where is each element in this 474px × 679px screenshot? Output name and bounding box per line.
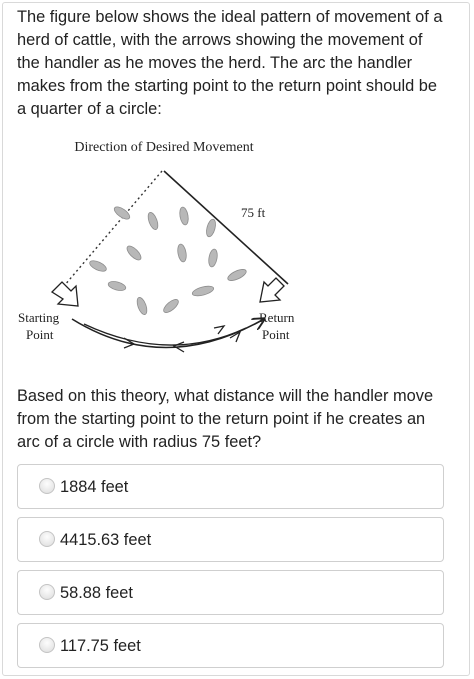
answer-option-label: 58.88 feet <box>60 584 133 602</box>
answer-option-2[interactable] <box>17 517 444 562</box>
arc-chevron-icon <box>214 326 224 334</box>
prompt-line: a quarter of a circle: <box>17 100 162 118</box>
answer-option-3[interactable] <box>17 570 444 615</box>
radio-button[interactable] <box>39 531 55 547</box>
prompt-line: the handler as he moves the herd. The arc the handler <box>17 54 413 72</box>
prompt-line: makes from the starting point to the return point should be <box>17 77 438 95</box>
answer-option-label: 4415.63 feet <box>60 531 152 549</box>
start-label-line1: Starting <box>18 310 60 325</box>
followup-line: arc of a circle with radius 75 feet? <box>17 433 262 451</box>
question-followup <box>17 385 457 454</box>
handler-arc-inner <box>84 324 246 345</box>
herd-movement-figure <box>14 136 304 356</box>
start-arrow-icon <box>52 282 78 306</box>
radius-label: 75 ft <box>241 205 266 220</box>
return-label-line1: Return <box>259 310 295 325</box>
question-prompt <box>17 6 457 121</box>
start-label-line2: Point <box>26 327 54 342</box>
radio-button[interactable] <box>39 637 55 653</box>
followup-line: Based on this theory, what distance will the handler move <box>17 387 434 405</box>
prompt-line: herd of cattle, with the arrows showing the movement of <box>17 31 423 49</box>
answer-option-1[interactable] <box>17 464 444 509</box>
radio-button[interactable] <box>39 584 55 600</box>
prompt-line: The figure below shows the ideal pattern of movement of a <box>17 8 443 26</box>
dotted-left-edge <box>64 171 162 286</box>
answer-option-label: 117.75 feet <box>60 637 141 655</box>
radio-button[interactable] <box>39 478 55 494</box>
answer-option-label: 1884 feet <box>60 478 129 496</box>
radius-line <box>164 171 288 284</box>
figure-drawing <box>14 136 304 356</box>
answer-option-4[interactable] <box>17 623 444 668</box>
return-label-line2: Point <box>262 327 290 342</box>
followup-line: from the starting point to the return point if he creates an <box>17 410 426 428</box>
figure-title: Direction of Desired Movement <box>74 140 254 155</box>
return-arrow-icon <box>260 278 284 302</box>
cattle-herd-icon <box>88 205 248 316</box>
